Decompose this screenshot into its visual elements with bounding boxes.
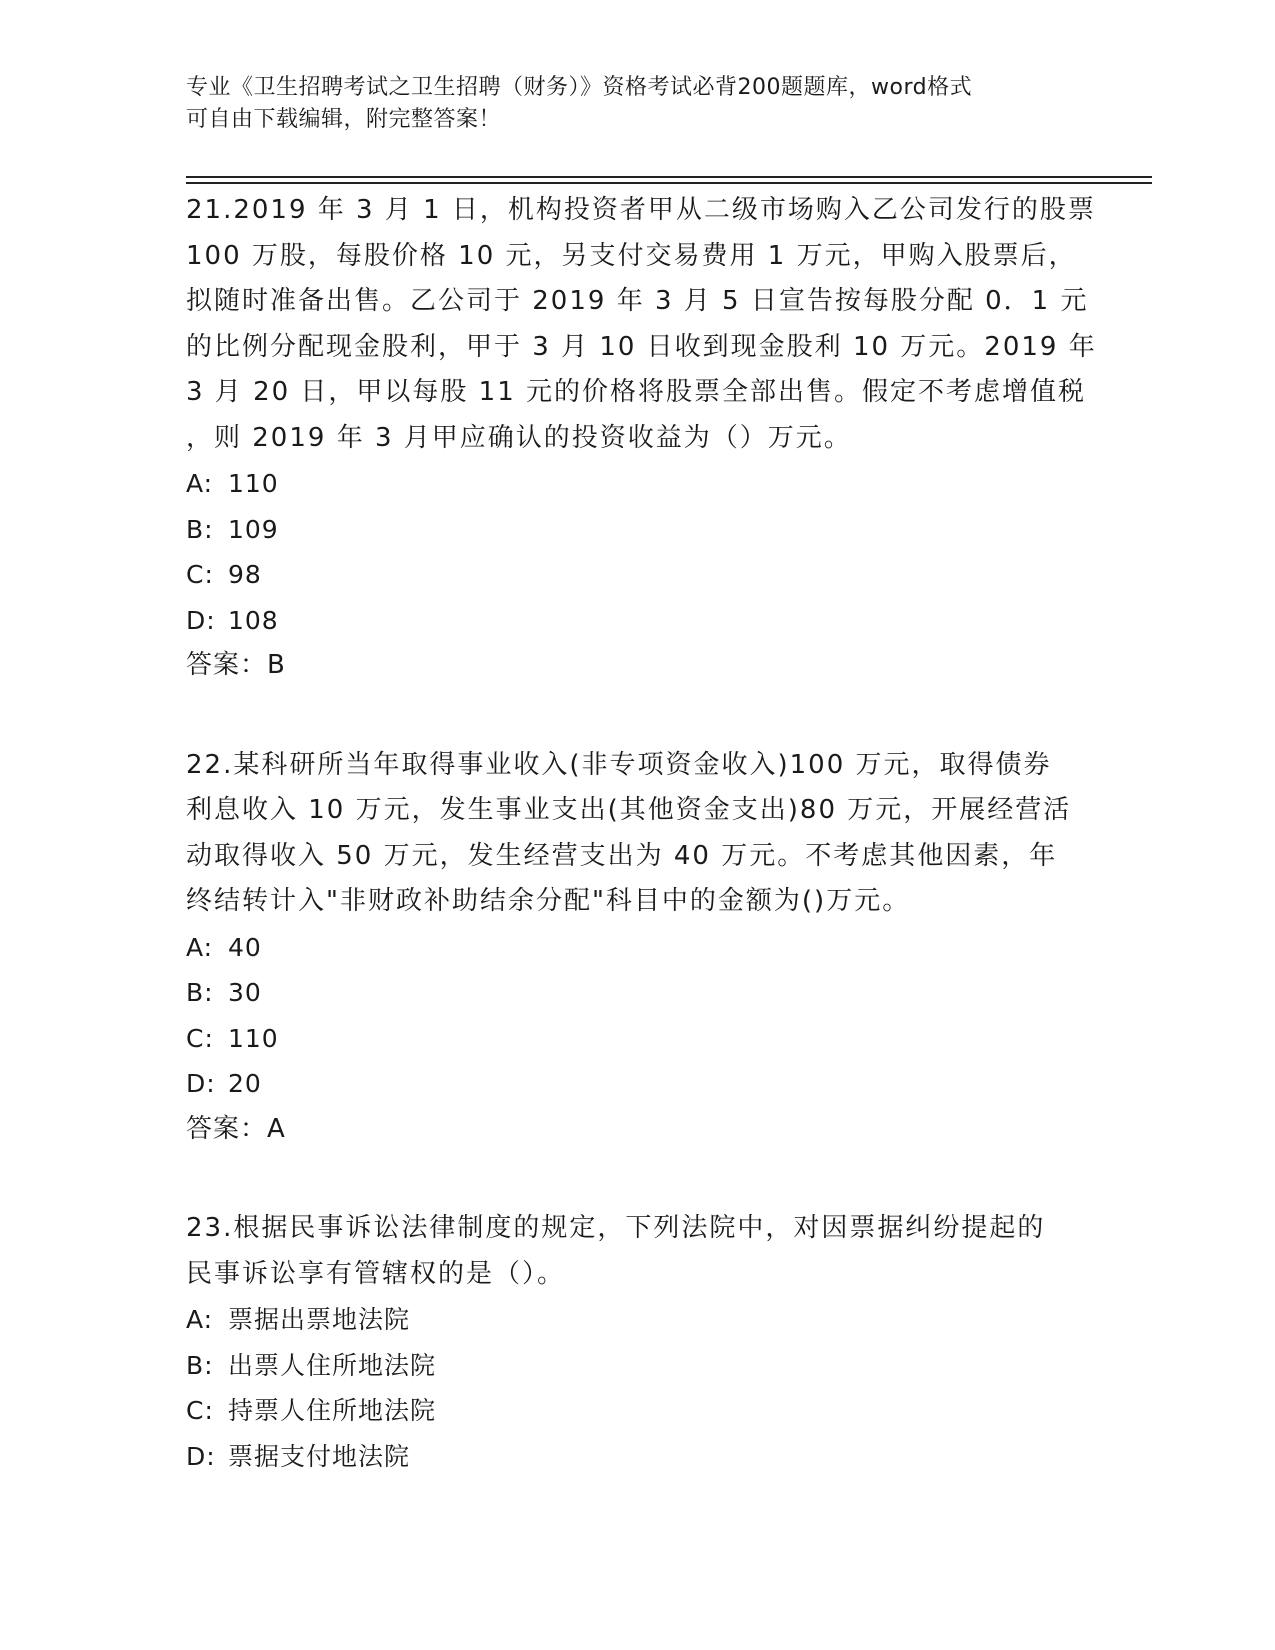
answer-line: 答案：A — [186, 1113, 286, 1144]
question-23 — [186, 1206, 1086, 1479]
question-stem-line: 民事诉讼享有管辖权的是（）。 — [186, 1258, 566, 1289]
header-line-2: 可自由下载编辑，附完整答案！ — [186, 107, 502, 132]
question-stem-line: 3 月 20 日，甲以每股 11 元的价格将股票全部出售。假定不考虑增值税 — [186, 377, 1087, 407]
option-key: B: — [186, 1350, 214, 1380]
question-stem-line: 22.某科研所当年取得事业收入(非专项资金收入)100 万元，取得债券 — [186, 749, 1052, 780]
question-stem-line: 100 万股，每股价格 10 元，另支付交易费用 1 万元，甲购入股票后， — [186, 240, 1077, 271]
option-key: D: — [186, 1441, 216, 1471]
option-text: 98 — [228, 560, 262, 589]
answer-line: 答案：B — [186, 650, 286, 680]
option-key: C: — [186, 560, 214, 589]
option-b — [186, 507, 1086, 553]
option-text: 108 — [228, 605, 279, 635]
option-b — [186, 970, 1086, 1016]
option-key: A: — [186, 932, 214, 962]
question-stem-line: 终结转计入"非财政补助结余分配"科目中的金额为()万元。 — [186, 886, 911, 916]
option-key: C: — [186, 1396, 214, 1425]
option-b — [186, 1343, 1086, 1389]
option-a — [186, 925, 1086, 971]
question-stem-line: 利息收入 10 万元，发生事业支出(其他资金支出)80 万元，开展经营活 — [186, 795, 1072, 825]
header-divider-bottom — [186, 182, 1152, 184]
option-key: B: — [186, 514, 214, 544]
option-text: 110 — [228, 469, 279, 498]
header-line-1: 专业《卫生招聘考试之卫生招聘（财务）》资格考试必背200题题库，word格式 — [186, 75, 973, 100]
option-key: C: — [186, 1023, 214, 1053]
option-text: 109 — [228, 514, 279, 544]
question-stem-line: 的比例分配现金股利，甲于 3 月 10 日收到现金股利 10 万元。2019 年 — [186, 331, 1097, 362]
option-text: 30 — [228, 978, 262, 1007]
option-text: 出票人住所地法院 — [228, 1350, 437, 1380]
option-text: 票据出票地法院 — [228, 1305, 411, 1334]
option-key: D: — [186, 1069, 216, 1098]
option-c — [186, 1016, 1086, 1062]
question-stem-line: 动取得收入 50 万元，发生经营支出为 40 万元。不考虑其他因素，年 — [186, 840, 1058, 871]
option-text: 票据支付地法院 — [228, 1441, 411, 1471]
option-text: 110 — [228, 1023, 279, 1053]
question-stem-line: 21.2019 年 3 月 1 日，机构投资者甲从二级市场购入乙公司发行的股票 — [186, 195, 1096, 225]
option-a — [186, 461, 1086, 507]
question-stem-line: 23.根据民事诉讼法律制度的规定，下列法院中，对因票据纠纷提起的 — [186, 1213, 1046, 1243]
option-c — [186, 1388, 1086, 1434]
option-c — [186, 552, 1086, 598]
question-stem-line: 拟随时准备出售。乙公司于 2019 年 3 月 5 日宣告按每股分配 0．1 元 — [186, 286, 1089, 316]
option-key: A: — [186, 469, 214, 498]
option-a — [186, 1297, 1086, 1343]
option-text: 持票人住所地法院 — [228, 1396, 437, 1425]
option-d — [186, 598, 1086, 644]
option-d — [186, 1061, 1086, 1107]
question-list — [186, 188, 1097, 1533]
option-text: 20 — [228, 1069, 262, 1098]
option-text: 40 — [228, 932, 262, 962]
question-21 — [186, 188, 1097, 689]
question-22 — [186, 743, 1086, 1153]
question-stem-line: ，则 2019 年 3 月甲应确认的投资收益为（）万元。 — [186, 422, 852, 453]
option-key: B: — [186, 978, 214, 1007]
option-d — [186, 1434, 1086, 1480]
option-key: D: — [186, 605, 216, 635]
header-divider-top — [186, 176, 1152, 178]
document-header — [186, 72, 1066, 136]
option-key: A: — [186, 1305, 214, 1334]
